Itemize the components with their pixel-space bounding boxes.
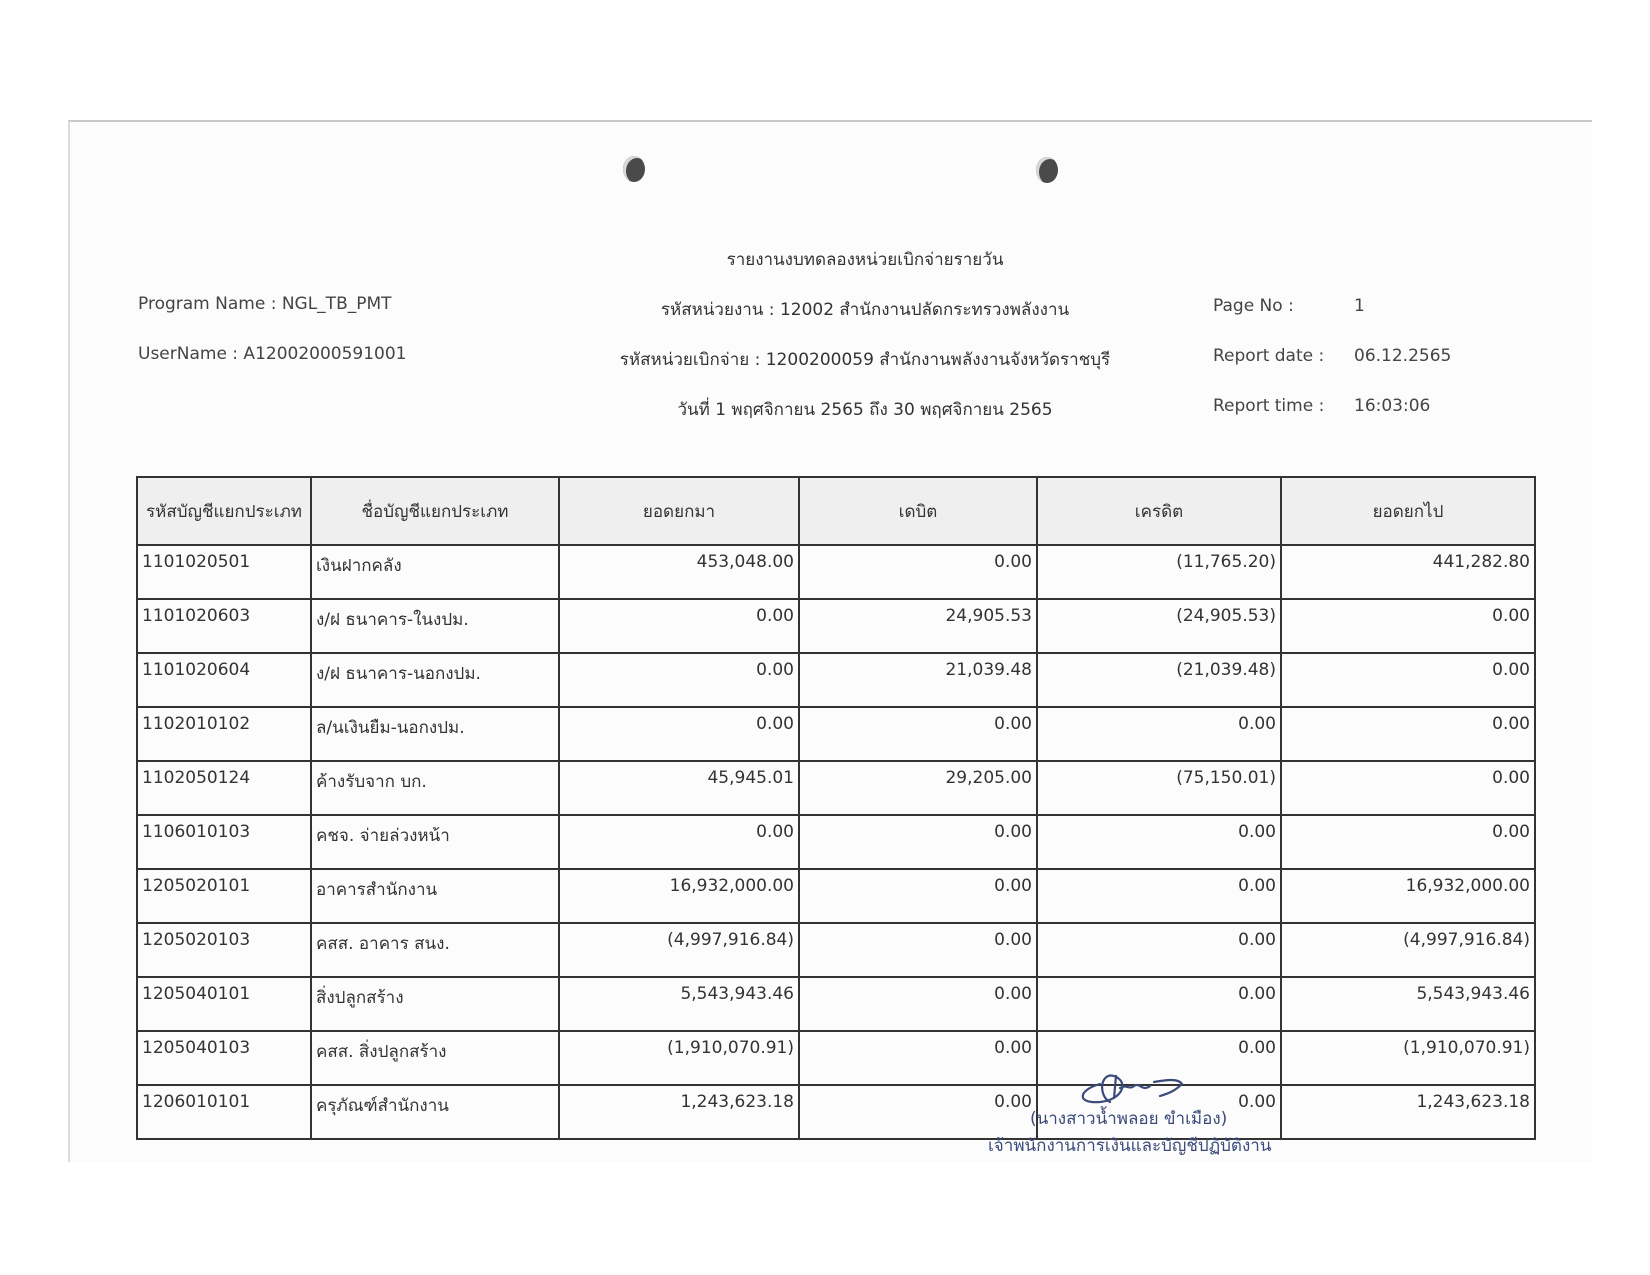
- credit-cell: (21,039.48): [1037, 653, 1281, 707]
- debit-cell: 0.00: [799, 815, 1037, 869]
- table-row: [137, 815, 1535, 869]
- column-header-closing-balance: ยอดยกไป: [1281, 477, 1535, 545]
- table-row: [137, 923, 1535, 977]
- closing-balance-cell: 16,932,000.00: [1281, 869, 1535, 923]
- opening-balance-cell: 0.00: [559, 599, 799, 653]
- closing-balance-cell: 1,243,623.18: [1281, 1085, 1535, 1139]
- debit-cell: 0.00: [799, 1031, 1037, 1085]
- column-header-account-name: ชื่อบัญชีแยกประเภท: [311, 477, 559, 545]
- account-code-cell: 1101020604: [137, 653, 311, 707]
- account-code-cell: 1101020603: [137, 599, 311, 653]
- column-header-debit: เดบิต: [799, 477, 1037, 545]
- closing-balance-cell: 5,543,943.46: [1281, 977, 1535, 1031]
- opening-balance-cell: (4,997,916.84): [559, 923, 799, 977]
- credit-cell: (11,765.20): [1037, 545, 1281, 599]
- credit-cell: 0.00: [1037, 1085, 1281, 1139]
- closing-balance-cell: 0.00: [1281, 653, 1535, 707]
- table-row: [137, 599, 1535, 653]
- debit-cell: 0.00: [799, 545, 1037, 599]
- account-code-cell: 1106010103: [137, 815, 311, 869]
- punch-hole-right: [1036, 157, 1058, 183]
- opening-balance-cell: 0.00: [559, 653, 799, 707]
- account-code-cell: 1102050124: [137, 761, 311, 815]
- account-code-cell: 1102010102: [137, 707, 311, 761]
- closing-balance-cell: 0.00: [1281, 707, 1535, 761]
- account-name-cell: ง/ฝ ธนาคาร-นอกงปม.: [311, 653, 559, 707]
- closing-balance-cell: 0.00: [1281, 815, 1535, 869]
- account-code-cell: 1205020103: [137, 923, 311, 977]
- opening-balance-cell: (1,910,070.91): [559, 1031, 799, 1085]
- signer-position: เจ้าพนักงานการเงินและบัญชีปฏิบัติงาน: [988, 1136, 1272, 1156]
- report-date-value: 06.12.2565: [1354, 346, 1452, 366]
- debit-cell: 24,905.53: [799, 599, 1037, 653]
- disbursement-unit-line: รหัสหน่วยเบิกจ่าย : 1200200059 สำนักงานพลังงานจังหวัดราชบุรี: [619, 350, 1111, 370]
- account-code-cell: 1205040101: [137, 977, 311, 1031]
- account-name-cell: สิ่งปลูกสร้าง: [311, 977, 559, 1031]
- opening-balance-cell: 0.00: [559, 707, 799, 761]
- debit-cell: 0.00: [799, 923, 1037, 977]
- credit-cell: 0.00: [1037, 923, 1281, 977]
- debit-cell: 0.00: [799, 707, 1037, 761]
- opening-balance-cell: 16,932,000.00: [559, 869, 799, 923]
- report-time-value: 16:03:06: [1354, 396, 1431, 416]
- account-name-cell: ง/ฝ ธนาคาร-ในงปม.: [311, 599, 559, 653]
- credit-cell: 0.00: [1037, 707, 1281, 761]
- punch-hole-left: [623, 156, 645, 182]
- account-code-cell: 1101020501: [137, 545, 311, 599]
- table-row: [137, 707, 1535, 761]
- report-title: รายงานงบทดลองหน่วยเบิกจ่ายรายวัน: [726, 250, 1004, 270]
- credit-cell: (24,905.53): [1037, 599, 1281, 653]
- credit-cell: 0.00: [1037, 869, 1281, 923]
- debit-cell: 0.00: [799, 1085, 1037, 1139]
- account-code-cell: 1205040103: [137, 1031, 311, 1085]
- account-name-cell: คชจ. จ่ายล่วงหน้า: [311, 815, 559, 869]
- table-row: [137, 545, 1535, 599]
- account-name-cell: อาคารสำนักงาน: [311, 869, 559, 923]
- opening-balance-cell: 1,243,623.18: [559, 1085, 799, 1139]
- credit-cell: 0.00: [1037, 815, 1281, 869]
- closing-balance-cell: 441,282.80: [1281, 545, 1535, 599]
- opening-balance-cell: 5,543,943.46: [559, 977, 799, 1031]
- credit-cell: 0.00: [1037, 977, 1281, 1031]
- closing-balance-cell: 0.00: [1281, 761, 1535, 815]
- page-no-value: 1: [1354, 296, 1365, 316]
- credit-cell: 0.00: [1037, 1031, 1281, 1085]
- opening-balance-cell: 0.00: [559, 815, 799, 869]
- column-header-credit: เครดิต: [1037, 477, 1281, 545]
- opening-balance-cell: 45,945.01: [559, 761, 799, 815]
- report-time-label: Report time :: [1213, 396, 1325, 416]
- table-row: [137, 869, 1535, 923]
- account-name-cell: ล/นเงินยืม-นอกงปม.: [311, 707, 559, 761]
- column-header-opening-balance: ยอดยกมา: [559, 477, 799, 545]
- account-code-cell: 1206010101: [137, 1085, 311, 1139]
- column-header-account-code: รหัสบัญชีแยกประเภท: [137, 477, 311, 545]
- page-no-label: Page No :: [1213, 296, 1294, 316]
- report-date-label: Report date :: [1213, 346, 1325, 366]
- debit-cell: 21,039.48: [799, 653, 1037, 707]
- debit-cell: 0.00: [799, 869, 1037, 923]
- account-code-cell: 1205020101: [137, 869, 311, 923]
- account-name-cell: ค้างรับจาก บก.: [311, 761, 559, 815]
- closing-balance-cell: (4,997,916.84): [1281, 923, 1535, 977]
- table-row: [137, 653, 1535, 707]
- unit-line: รหัสหน่วยงาน : 12002 สำนักงานปลัดกระทรวงพลังงาน: [660, 300, 1070, 320]
- table-row: [137, 761, 1535, 815]
- table-header-row: [137, 477, 1535, 545]
- debit-cell: 0.00: [799, 977, 1037, 1031]
- debit-cell: 29,205.00: [799, 761, 1037, 815]
- account-name-cell: คสส. อาคาร สนง.: [311, 923, 559, 977]
- account-name-cell: ครุภัณฑ์สำนักงาน: [311, 1085, 559, 1139]
- program-name: Program Name : NGL_TB_PMT: [138, 294, 392, 314]
- period-line: วันที่ 1 พฤศจิกายน 2565 ถึง 30 พฤศจิกายน 2565: [677, 400, 1053, 420]
- account-name-cell: เงินฝากคลัง: [311, 545, 559, 599]
- username: UserName : A12002000591001: [138, 344, 407, 364]
- closing-balance-cell: (1,910,070.91): [1281, 1031, 1535, 1085]
- table-row: [137, 977, 1535, 1031]
- account-name-cell: คสส. สิ่งปลูกสร้าง: [311, 1031, 559, 1085]
- closing-balance-cell: 0.00: [1281, 599, 1535, 653]
- credit-cell: (75,150.01): [1037, 761, 1281, 815]
- opening-balance-cell: 453,048.00: [559, 545, 799, 599]
- signer-name: (นางสาวน้ำพลอย ขำเมือง): [1030, 1109, 1228, 1129]
- table-row: [137, 1031, 1535, 1085]
- trial-balance-table: [136, 476, 1536, 1140]
- table-row: [137, 1085, 1535, 1139]
